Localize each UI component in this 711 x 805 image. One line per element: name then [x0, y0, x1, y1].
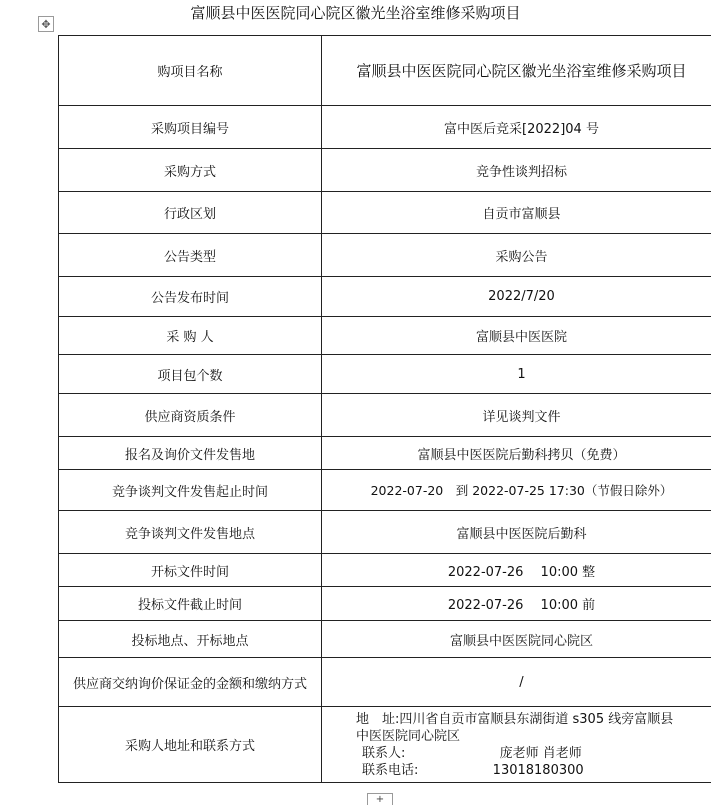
address-line-1: 地 址:四川省自贡市富顺县东湖街道 s305 线旁富顺县: [326, 711, 711, 728]
table-row: [59, 394, 711, 437]
contact-person-label: 联系人:: [362, 746, 405, 761]
contact-phone-value: 13018180300: [493, 763, 584, 778]
row-label: 行政区划: [59, 192, 322, 234]
row-label: 采 购 人: [59, 317, 322, 355]
row-label: 竞争谈判文件发售地点: [59, 511, 322, 554]
row-label: 投标文件截止时间: [59, 587, 322, 621]
row-label: 竞争谈判文件发售起止时间: [59, 470, 322, 511]
row-value: 富顺县中医医院后勤科拷贝（免费）: [322, 437, 711, 470]
row-value: 2022-07-26 10:00 整: [322, 554, 711, 587]
row-label: 投标地点、开标地点: [59, 621, 322, 658]
row-value: 富顺县中医医院后勤科: [322, 511, 711, 554]
contact-phone-label: 联系电话:: [362, 763, 418, 778]
row-label: 购项目名称: [59, 36, 322, 106]
row-value: 竞争性谈判招标: [322, 149, 711, 192]
row-label: 公告类型: [59, 234, 322, 277]
row-value: 1: [322, 355, 711, 394]
contact-phone-line: [326, 762, 711, 779]
contact-row: [59, 707, 711, 783]
row-value: /: [322, 658, 711, 707]
table-row: [59, 621, 711, 658]
row-value: 2022-07-20 到 2022-07-25 17:30（节假日除外）: [322, 470, 711, 511]
address-line-2: 中医医院同心院区: [326, 728, 711, 745]
table-row: [59, 658, 711, 707]
table-row: [59, 192, 711, 234]
row-label: 开标文件时间: [59, 554, 322, 587]
contact-person-line: [326, 745, 711, 762]
row-label: 报名及询价文件发售地: [59, 437, 322, 470]
table-row: [59, 511, 711, 554]
contact-label: 采购人地址和联系方式: [59, 707, 322, 783]
move-handle-icon[interactable]: ✥: [38, 16, 54, 32]
row-label: 项目包个数: [59, 355, 322, 394]
table-row: [59, 355, 711, 394]
table-row: [59, 317, 711, 355]
table-row: [59, 106, 711, 149]
row-value: 采购公告: [322, 234, 711, 277]
table-row: [59, 36, 711, 106]
row-value: 富顺县中医医院: [322, 317, 711, 355]
row-value: 富中医后竞采[2022]04 号: [322, 106, 711, 149]
row-label: 公告发布时间: [59, 277, 322, 317]
table-row: [59, 277, 711, 317]
row-label: 供应商资质条件: [59, 394, 322, 437]
table-row: [59, 149, 711, 192]
table-row: [59, 470, 711, 511]
table-row: [59, 554, 711, 587]
contact-value: [322, 707, 711, 783]
row-value: 详见谈判文件: [322, 394, 711, 437]
resize-handle-icon[interactable]: +: [367, 793, 393, 805]
row-value: 富顺县中医医院同心院区: [322, 621, 711, 658]
table-row: [59, 587, 711, 621]
row-value: 富顺县中医医院同心院区徽光坐浴室维修采购项目: [322, 36, 711, 106]
row-value: 自贡市富顺县: [322, 192, 711, 234]
table-row: [59, 234, 711, 277]
row-label: 供应商交纳询价保证金的金额和缴纳方式: [59, 658, 322, 707]
table-row: [59, 437, 711, 470]
row-value: 2022/7/20: [322, 277, 711, 317]
procurement-info-table: [58, 35, 711, 783]
row-label: 采购项目编号: [59, 106, 322, 149]
row-label: 采购方式: [59, 149, 322, 192]
row-value: 2022-07-26 10:00 前: [322, 587, 711, 621]
contact-person-value: 庞老师 肖老师: [500, 746, 582, 761]
page-title: 富顺县中医医院同心院区徽光坐浴室维修采购项目: [0, 2, 711, 23]
